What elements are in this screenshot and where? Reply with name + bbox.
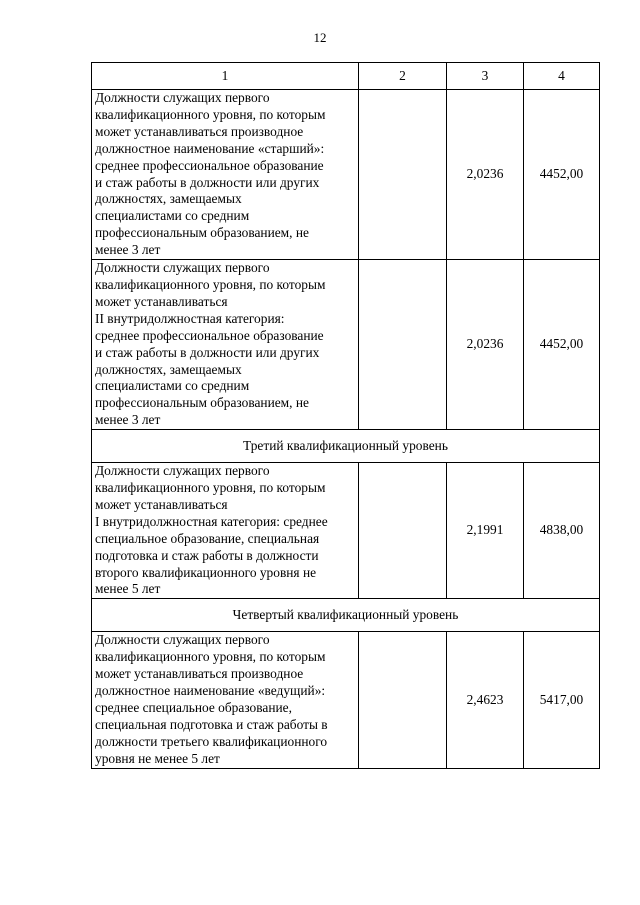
description-line: квалификационного уровня, по которым <box>95 106 326 122</box>
description-line: среднее профессиональное образование <box>95 157 324 173</box>
table-row <box>92 632 600 768</box>
description-line: и стаж работы в должности или других <box>95 344 320 360</box>
section-row <box>92 430 600 463</box>
description-line: должности третьего квалификационного <box>95 733 328 749</box>
coefficient-value: 2,1991 <box>447 463 524 599</box>
description-line: должностях, замещаемых <box>95 191 242 207</box>
description-line: может устанавливаться <box>95 496 228 512</box>
header-cell-1: 1 <box>92 63 359 90</box>
section-row <box>92 599 600 632</box>
description-line: и стаж работы в должности или других <box>95 174 320 190</box>
table-row <box>92 463 600 599</box>
description-line: менее 3 лет <box>95 412 161 428</box>
description-line: может устанавливаться производное <box>95 123 304 139</box>
description-line: профессиональным образованием, не <box>95 395 309 411</box>
salary-value: 4838,00 <box>524 463 600 599</box>
description-line: Должности служащих первого <box>95 260 270 276</box>
description-line: специалистами со средним <box>95 378 250 394</box>
description-line: II внутридолжностная категория: <box>95 310 285 326</box>
description-line: подготовка и стаж работы в должности <box>95 547 319 563</box>
description-line: может устанавливаться производное <box>95 666 304 682</box>
salary-table <box>91 62 600 769</box>
description-line: среднее профессиональное образование <box>95 327 324 343</box>
column-2-value <box>359 632 447 768</box>
description-line: должностное наименование «ведущий»: <box>95 683 326 699</box>
description-line: квалификационного уровня, по которым <box>95 276 326 292</box>
table-header-row <box>92 63 600 90</box>
column-2-value <box>359 463 447 599</box>
salary-value: 4452,00 <box>524 90 600 260</box>
position-description <box>92 90 359 260</box>
description-line: специальное образование, специальная <box>95 530 320 546</box>
description-line: квалификационного уровня, по которым <box>95 649 326 665</box>
table-row <box>92 90 600 260</box>
section-heading: Третий квалификационный уровень <box>92 430 600 463</box>
description-line: квалификационного уровня, по которым <box>95 480 326 496</box>
description-line: менее 5 лет <box>95 581 161 597</box>
position-description <box>92 463 359 599</box>
description-line: может устанавливаться <box>95 293 228 309</box>
description-line: специалистами со средним <box>95 208 250 224</box>
description-line: профессиональным образованием, не <box>95 225 309 241</box>
coefficient-value: 2,0236 <box>447 260 524 430</box>
coefficient-value: 2,4623 <box>447 632 524 768</box>
salary-value: 5417,00 <box>524 632 600 768</box>
description-line: уровня не менее 5 лет <box>95 750 220 766</box>
position-description <box>92 260 359 430</box>
header-cell-3: 3 <box>447 63 524 90</box>
description-line: Должности служащих первого <box>95 463 270 479</box>
description-line: среднее специальное образование, <box>95 700 292 715</box>
page-number: 12 <box>313 30 327 45</box>
description-line: специальная подготовка и стаж работы в <box>95 716 328 732</box>
column-2-value <box>359 90 447 260</box>
section-heading: Четвертый квалификационный уровень <box>92 599 600 632</box>
coefficient-value: 2,0236 <box>447 90 524 260</box>
description-line: должностное наименование «старший»: <box>95 140 325 156</box>
position-description <box>92 632 359 768</box>
salary-value: 4452,00 <box>524 260 600 430</box>
description-line: Должности служащих первого <box>95 632 270 648</box>
description-line: I внутридолжностная категория: среднее <box>95 513 328 529</box>
description-line: Должности служащих первого <box>95 90 270 105</box>
table-row <box>92 260 600 430</box>
header-cell-4: 4 <box>524 63 600 90</box>
description-line: второго квалификационного уровня не <box>95 564 317 580</box>
column-2-value <box>359 260 447 430</box>
description-line: менее 3 лет <box>95 242 161 258</box>
description-line: должностях, замещаемых <box>95 361 242 377</box>
header-cell-2: 2 <box>359 63 447 90</box>
